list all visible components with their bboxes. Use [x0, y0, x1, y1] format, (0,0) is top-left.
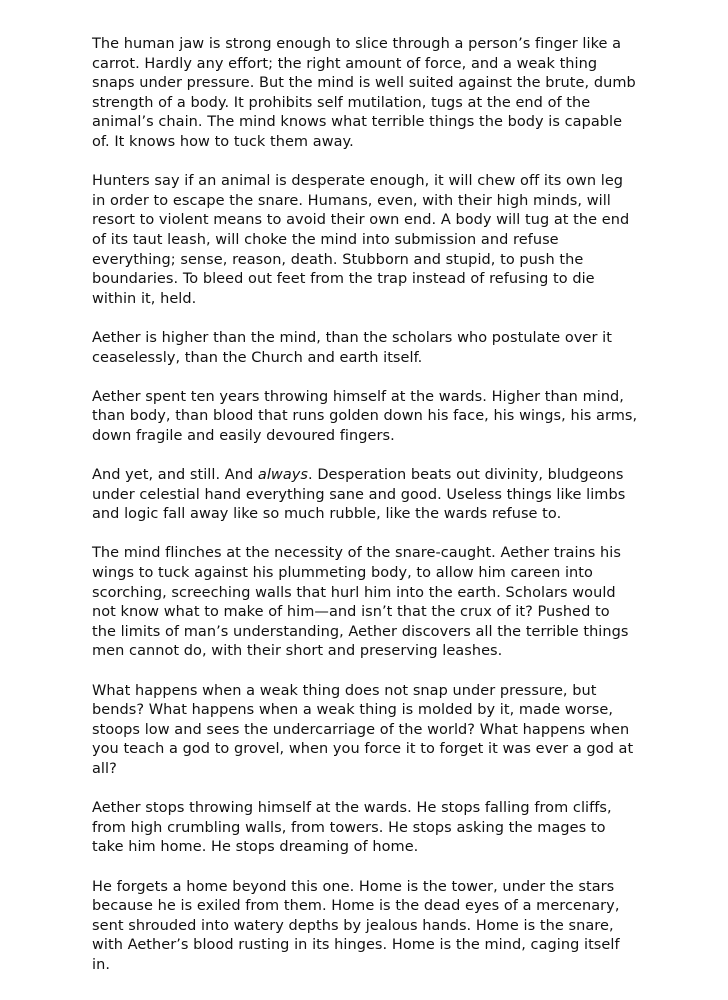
paragraph-text: The human jaw is strong enough to slice through a person’s finger like a carrot. Hardly any effort; the right amount of force, and a weak thing snaps under pressure. But the mind is well suited against the brute, dumb strength of a body. It prohibits self mutilation, tugs at the end of the animal’s chain. The mind knows what terrible things the body is capable of. It knows how to tuck them away. — [92, 36, 636, 150]
paragraph-text: What happens when a weak thing does not snap under pressure, but bends? What happens when a weak thing is molded by it, made worse, stoops low and sees the undercarriage of the world? What happens when you teach a god to grovel, when you force it to forget it was ever a god at all? — [92, 682, 634, 777]
paragraph-text: The mind flinches at the necessity of the snare-caught. Aether trains his wings to tuck against his plummeting body, to allow him careen into scorching, screeching walls that hurl him into the earth. Scholars would not know what to make of him—and isn’t that the crux of it? Pushed to the limits of man’s understanding, Aether discovers all the terrible things men cannot do, with their short and preserving leashes. — [92, 545, 629, 660]
paragraph-text: . Desperation beats out divinity, bludgeons under celestial hand everything sane and good. Useless things like limbs and logic fall away like so much rubble, like the wards refuse to. — [92, 467, 626, 523]
paragraph-text: Aether stops throwing himself at the wards. He stops falling from cliffs, from high crumbling walls, from towers. He stops asking the mages to take him home. He stops dreaming of home. — [92, 800, 612, 856]
paragraph — [92, 544, 638, 662]
paragraph — [92, 878, 638, 976]
paragraph-text: And yet, and still. And — [92, 467, 258, 484]
paragraph — [92, 329, 638, 368]
paragraph-text: Aether spent ten years throwing himself at the wards. Higher than mind, than body, than blood that runs golden down his face, his wings, his arms, down fragile and easily devoured fingers. — [92, 388, 638, 444]
paragraph — [92, 466, 638, 525]
paragraph — [92, 799, 638, 858]
paragraph-text: Hunters say if an animal is desperate enough, it will chew off its own leg in order to escape the snare. Humans, even, with their high minds, will resort to violent means to avoid their own end. A body will tug at the end of its taut leash, will choke the mind into submission and refuse everything; sense, reason, death. Stubborn and stupid, to push the boundaries. To bleed out feet from the trap instead of refusing to die within it, held. — [92, 173, 630, 307]
emphasis-text: always — [257, 467, 308, 484]
paragraph — [92, 682, 638, 780]
paragraph-text: He forgets a home beyond this one. Home is the tower, under the stars because he is exiled from them. Home is the dead eyes of a mercenary, sent shrouded into watery depths by jealous hands. Home is the snare, with Aether’s blood rusting in its hinges. Home is the mind, caging itself in. — [92, 878, 620, 973]
paragraph — [92, 35, 638, 153]
paragraph-text: Aether is higher than the mind, than the scholars who postulate over it ceaselessly, than the Church and earth itself. — [92, 329, 612, 366]
paragraph — [92, 172, 638, 309]
document-body — [92, 35, 638, 976]
paragraph — [92, 388, 638, 447]
